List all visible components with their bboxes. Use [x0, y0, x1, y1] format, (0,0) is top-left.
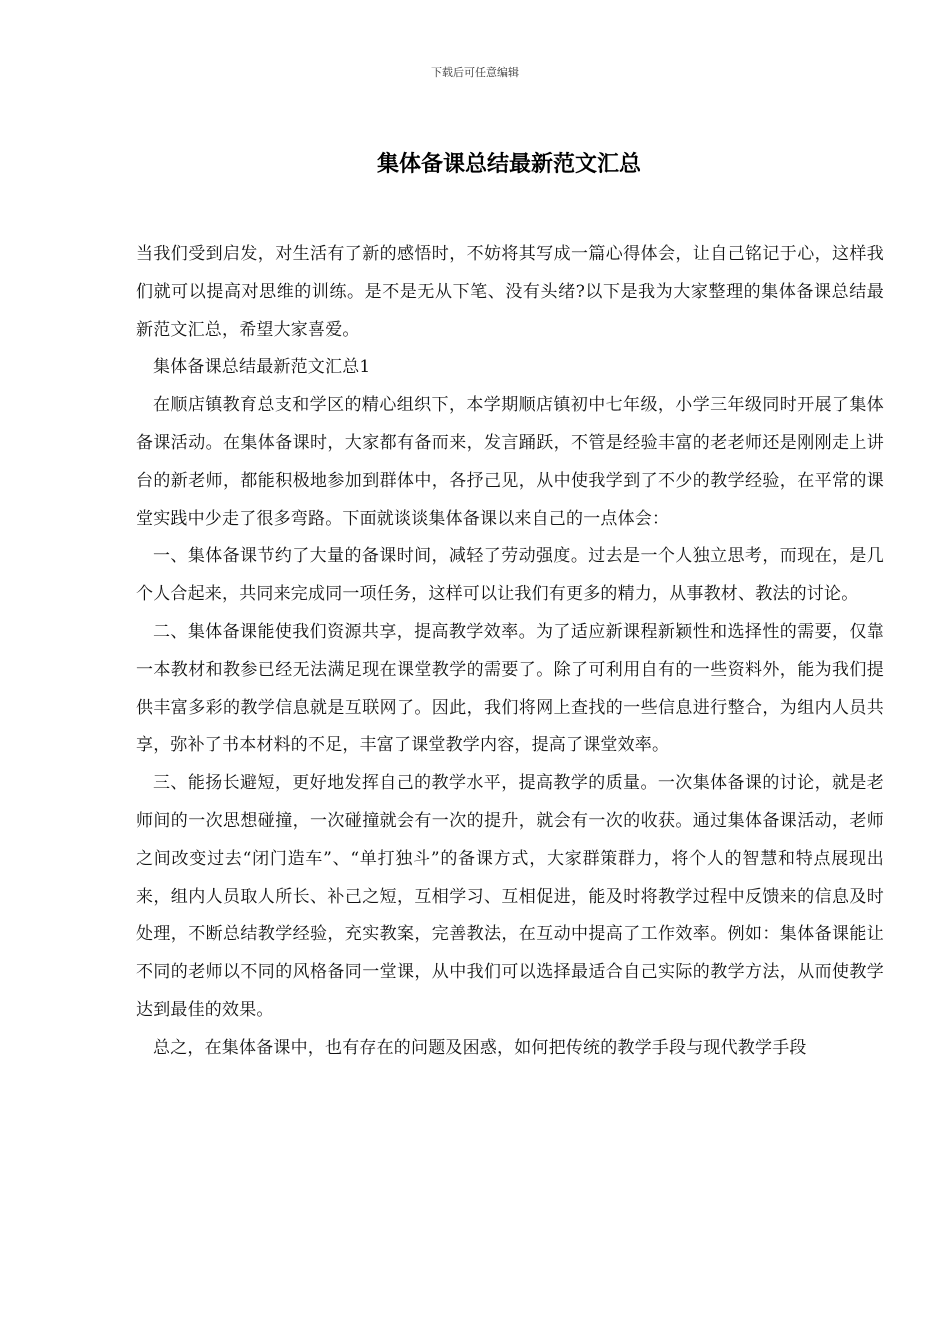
intro-paragraph: 当我们受到启发，对生活有了新的感悟时，不妨将其写成一篇心得体会，让自己铭记于心，这样我们就可以提高对思维的训练。是不是无从下笔、没有头绪?以下是我为大家整理的集体备课总结最新范文汇总，希望大家喜爱。 [136, 244, 884, 340]
page-header-note: 下载后可任意编辑 [431, 66, 519, 79]
document-body [136, 236, 884, 1068]
point-three-paragraph: 三、能扬长避短，更好地发挥自己的教学水平，提高教学的质量。一次集体备课的讨论，就是老师间的一次思想碰撞，一次碰撞就会有一次的提升，就会有一次的收获。通过集体备课活动，老师之间改变过去“闭门造车”、“单打独斗”的备课方式，大家群策群力，将个人的智慧和特点展现出来，组内人员取人所长、补己之短，互相学习、互相促进，能及时将教学过程中反馈来的信息及时处理，不断总结教学经验，充实教案，完善教法，在互动中提高了工作效率。例如：集体备课能让不同的老师以不同的风格备同一堂课，从中我们可以选择最适合自己实际的教学方法，从而使教学达到最佳的效果。 [136, 773, 884, 1020]
point-two-paragraph: 二、集体备课能使我们资源共享，提高教学效率。为了适应新课程新颖性和选择性的需要，仅靠一本教材和教参已经无法满足现在课堂教学的需要了。除了可利用自有的一些资料外，能为我们提供丰富多彩的教学信息就是互联网了。因此，我们将网上查找的一些信息进行整合，为组内人员共享，弥补了书本材料的不足，丰富了课堂教学内容，提高了课堂效率。 [136, 621, 884, 756]
body-paragraph: 在顺店镇教育总支和学区的精心组织下，本学期顺店镇初中七年级，小学三年级同时开展了集体备课活动。在集体备课时，大家都有备而来，发言踊跃，不管是经验丰富的老老师还是刚刚走上讲台的新老师，都能积极地参加到群体中，各抒己见，从中使我学到了不少的教学经验，在平常的课堂实践中少走了很多弯路。下面就谈谈集体备课以来自己的一点体会： [136, 395, 884, 529]
document-title: 集体备课总结最新范文汇总 [376, 152, 641, 177]
section-heading: 集体备课总结最新范文汇总1 [153, 357, 371, 378]
point-one-paragraph: 一、集体备课节约了大量的备课时间，减轻了劳动强度。过去是一个人独立思考，而现在，是几个人合起来，共同来完成同一项任务，这样可以让我们有更多的精力，从事教材、教法的讨论。 [136, 546, 884, 605]
summary-paragraph: 总之，在集体备课中，也有存在的问题及困惑，如何把传统的教学手段与现代教学手段 [153, 1037, 807, 1058]
